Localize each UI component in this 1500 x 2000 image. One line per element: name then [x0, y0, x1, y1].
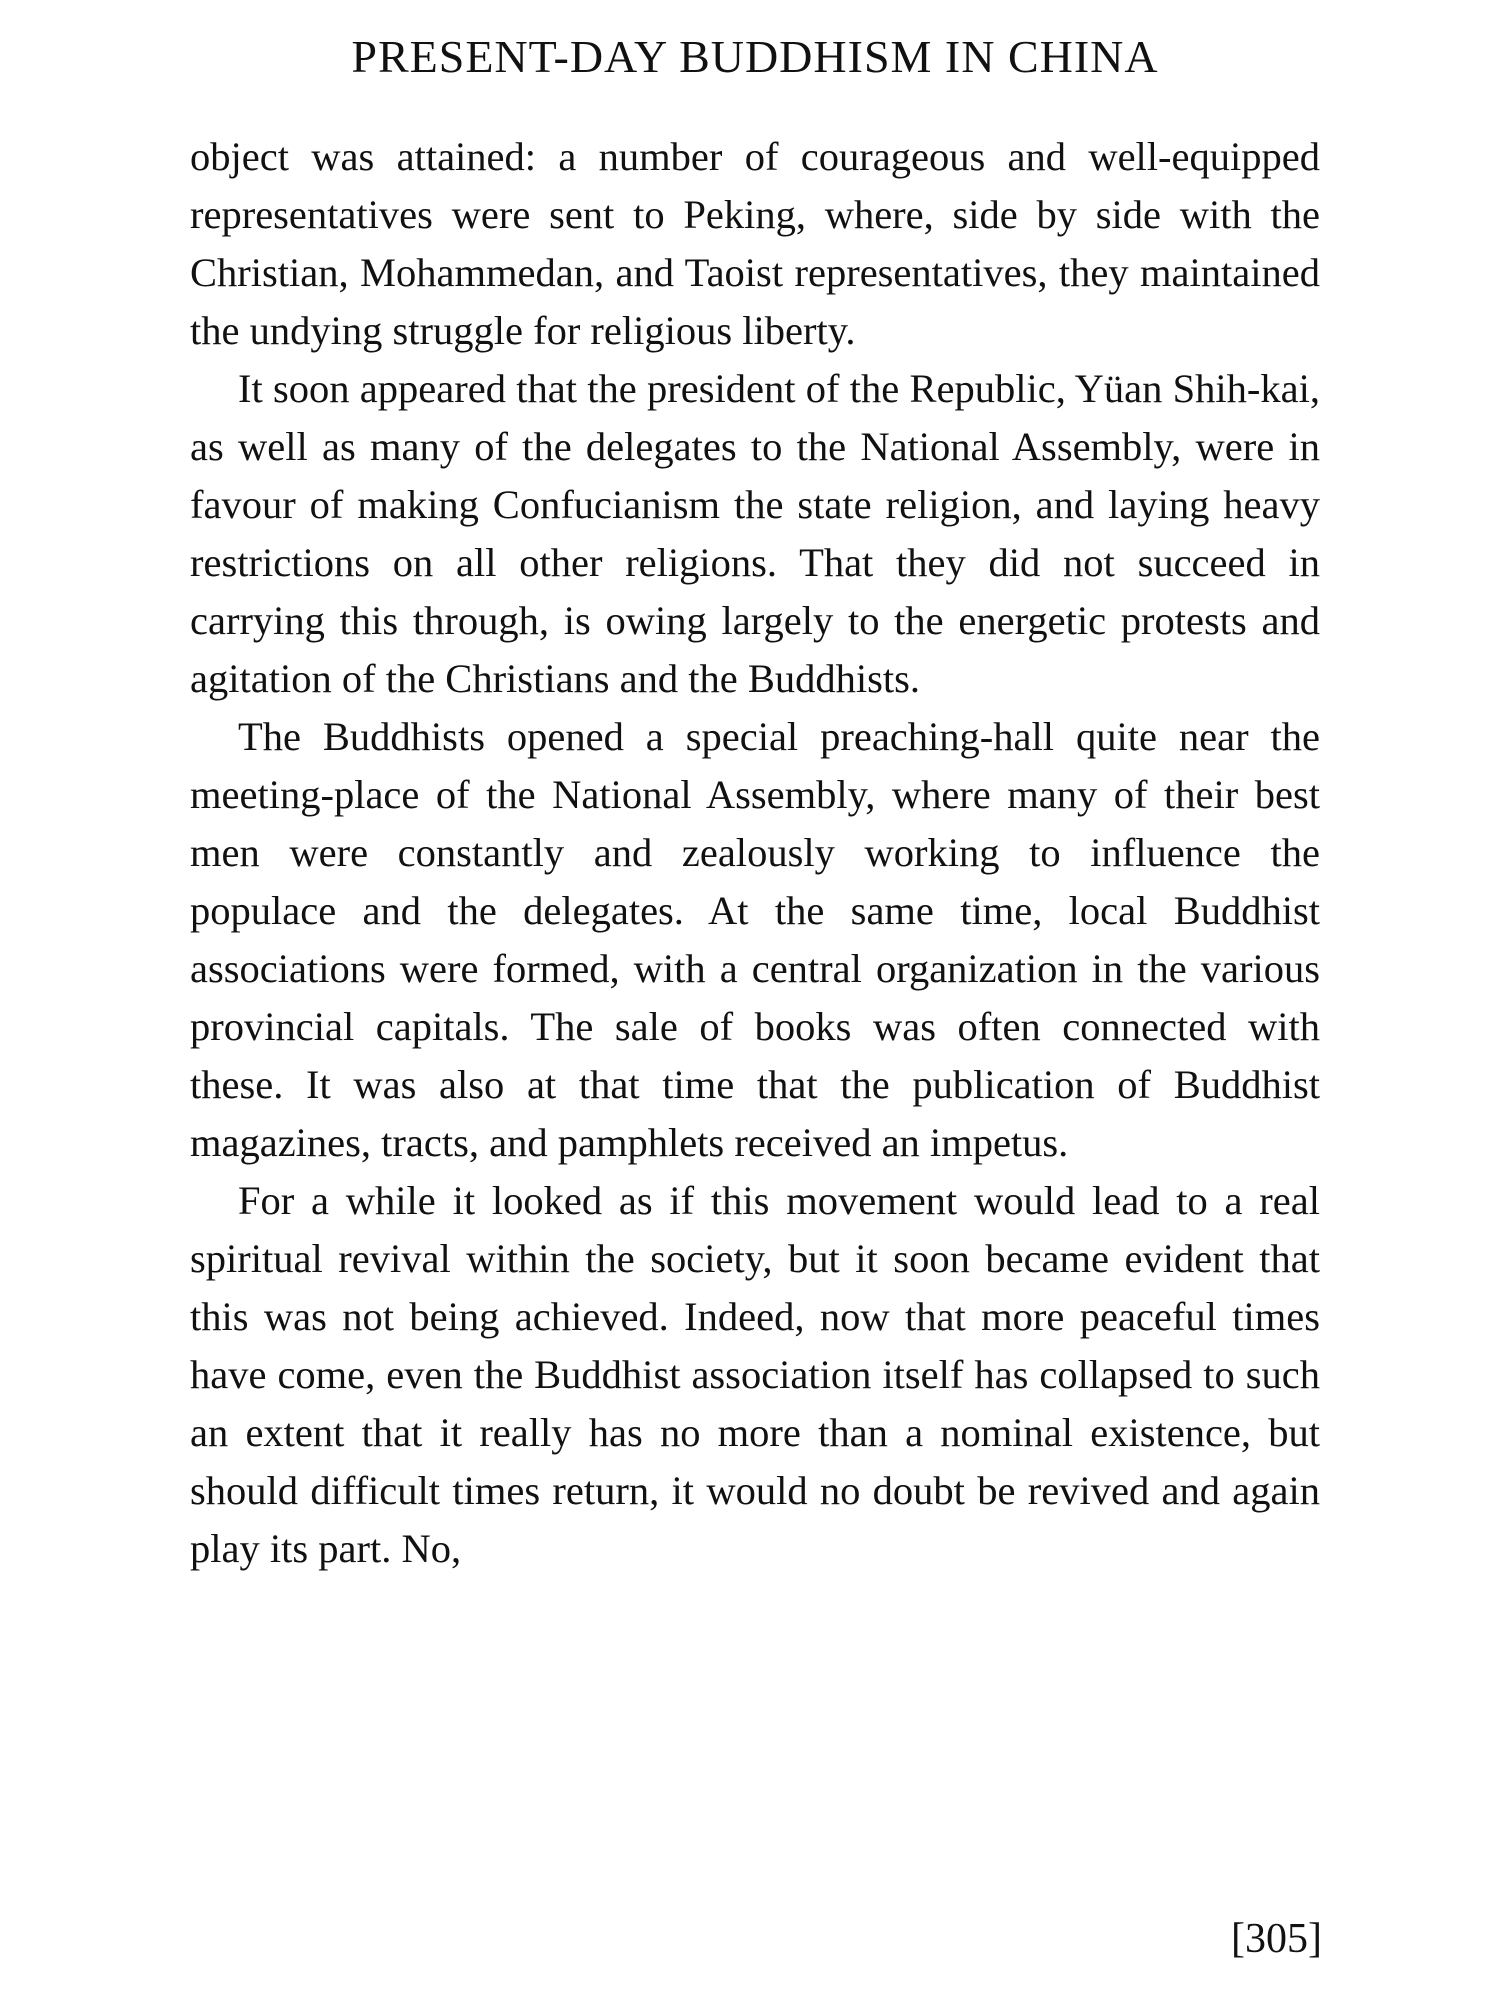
- body-text: [190, 128, 1320, 1578]
- paragraph-continued: object was attained: a number of courageous and well-equipped representatives were sent to Peking, where, side by side with the Christian, Mohammedan, and Taoist representatives, they maintained the undying struggle for religious liberty.: [190, 134, 1320, 353]
- paragraph: The Buddhists opened a special preaching-hall quite near the meeting-place of the National Assembly, where many of their best men were constantly and zealously working to influence the populace and the delegates. At the same time, local Buddhist associations were formed, with a central organization in the various provincial capitals. The sale of books was often connected with these. It was also at that time that the publication of Buddhist magazines, tracts, and pamphlets received an impetus.: [190, 714, 1320, 1165]
- page-number: [305]: [1231, 1916, 1322, 1962]
- paragraph: It soon appeared that the president of the Republic, Yüan Shih-kai, as well as many of the delegates to the National Assembly, were in favour of making Confucianism the state religion, and laying heavy restrictions on all other religions. That they did not succeed in carrying this through, is owing largely to the energetic protests and agitation of the Christians and the Buddhists.: [190, 366, 1320, 701]
- running-title: PRESENT-DAY BUDDHISM IN CHINA: [351, 31, 1159, 82]
- paragraph: For a while it looked as if this movement would lead to a real spiritual revival within the society, but it soon became evident that this was not being achieved. Indeed, now that more peaceful times have come, even the Buddhist association itself has collapsed to such an extent that it really has no more than a nominal existence, but should difficult times return, it would no doubt be revived and again play its part. No,: [190, 1178, 1320, 1571]
